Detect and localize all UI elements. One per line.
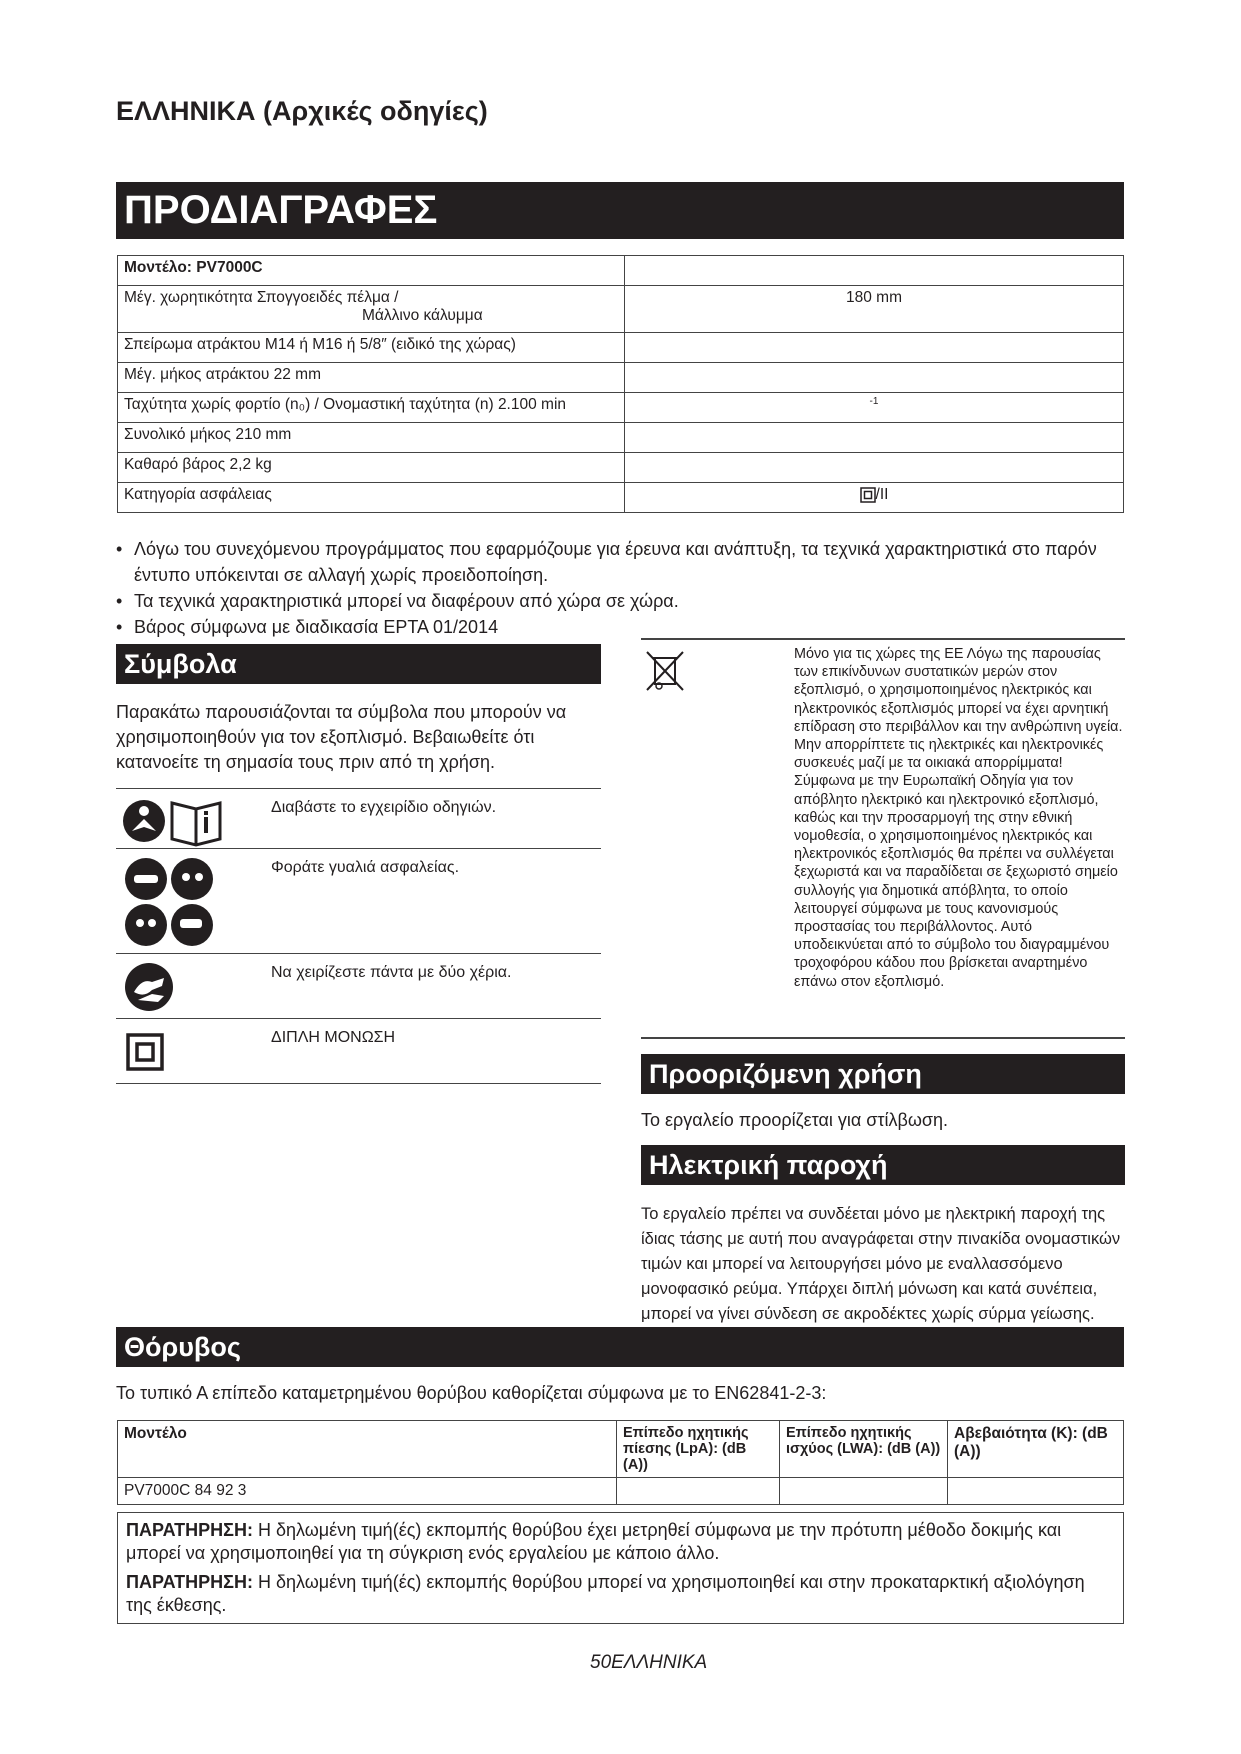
specifications-heading: ΠΡΟΔΙΑΓΡΑΦΕΣ [116, 182, 1124, 239]
symbol-description: ΔΙΠΛΗ ΜΟΝΩΣΗ [271, 1029, 396, 1046]
spec-notes [116, 536, 1126, 640]
spec-label: Καθαρό βάρος 2,2 kg [118, 453, 625, 483]
column-header: Επίπεδο ηχητικής πίεσης (LpA): (dB (A)) [617, 1421, 780, 1478]
divider [641, 638, 1125, 640]
list-item [116, 848, 601, 953]
spec-label: Μέγ. χωρητικότητα Σπογγοειδές πέλμα / Μάλλινο κάλυμμα [118, 286, 625, 333]
symbols-intro: Παρακάτω παρουσιάζονται τα σύμβολα που μπορούν να χρησιμοποιηθούν για τον εξοπλισμό. Βεβαιωθείτε ότι κατανοείτε τη σημασία τους πριν από τη χρήση. [116, 702, 567, 772]
page-footer: 50ΕΛΛΗΝΙΚΑ [590, 1652, 708, 1673]
symbol-description: Διαβάστε το εγχειρίδιο οδηγιών. [271, 799, 497, 816]
column-header: Μοντέλο [118, 1421, 617, 1478]
intended-use-text: Το εργαλείο προορίζεται για στίλβωση. [641, 1110, 949, 1130]
language-title: ΕΛΛΗΝΙΚΑ (Αρχικές οδηγίες) [116, 96, 488, 126]
spec-value: 180 mm [625, 286, 1124, 333]
spec-value [625, 453, 1124, 483]
table-row [118, 333, 1124, 363]
spec-label: Μέγ. μήκος ατράκτου 22 mm [118, 363, 625, 393]
note: ΠΑΡΑΤΗΡΗΣΗ: Η δηλωμένη τιμή(ές) εκπομπής θορύβου έχει μετρηθεί σύμφωνα με την πρότυπη μέθοδο δοκιμής και μπορεί να χρησιμοποιηθεί για τη σύγκριση ενός εργαλείου με κάποιο άλλο. [126, 1520, 1062, 1563]
divider [641, 1037, 1125, 1039]
symbols-heading: Σύμβολα [116, 644, 601, 684]
list-item: • Λόγω του συνεχόμενου προγράμματος που εφαρμόζουμε για έρευνα και ανάπτυξη, τα τεχνικά χαρακτηριστικά στο παρόν έντυπο υπόκεινται σε αλλαγή χωρίς προειδοποίηση. [116, 536, 1126, 588]
spec-value [625, 423, 1124, 453]
double-insulation-icon [860, 487, 876, 503]
noise-table [117, 1420, 1124, 1505]
column-header: Επίπεδο ηχητικής ισχύος (LWA): (dB (A)) [780, 1421, 948, 1478]
model-cell: Μοντέλο: PV7000C [118, 256, 625, 286]
table-row [118, 393, 1124, 423]
double-insulation-icon [126, 1033, 164, 1076]
table-row [118, 286, 1124, 333]
column-header: Αβεβαιότητα (K): (dB (A)) [948, 1421, 1124, 1478]
table-row [118, 256, 1124, 286]
specifications-table [117, 255, 1124, 513]
note: ΠΑΡΑΤΗΡΗΣΗ: Η δηλωμένη τιμή(ές) εκπομπής θορύβου μπορεί να χρησιμοποιηθεί και στην προκαταρκτική αξιολόγηση της έκθεσης. [126, 1572, 1085, 1615]
symbol-description: Φοράτε γυαλιά ασφαλείας. [271, 859, 460, 876]
spec-label: Ταχύτητα χωρίς φορτίο (n₀) / Ονομαστική ταχύτητα (n) 2.100 min [118, 393, 625, 423]
table-row [118, 423, 1124, 453]
spec-value [625, 333, 1124, 363]
list-item: • Βάρος σύμφωνα με διαδικασία EPTA 01/2014 [116, 614, 1126, 640]
table-row [118, 483, 1124, 513]
list-item [116, 953, 601, 1018]
read-manual-icon [122, 795, 232, 852]
symbol-description: Να χειρίζεστε πάντα με δύο χέρια. [271, 964, 512, 981]
safety-class-value: /II [875, 486, 889, 503]
power-supply-text: Το εργαλείο πρέπει να συνδέεται μόνο με ηλεκτρική παροχή της ίδιας τάσης με αυτή που αναγράφεται στην πινακίδα ονομαστικών τιμών και μπορεί να λειτουργήσει μόνο με εναλλασσόμενο μονοφασικό ρεύμα. Υπάρχει διπλή μόνωση και κατά συνέπεια, μπορεί να γίνει σύνδεση σε ακροδέκτες χωρίς σύρμα γείωσης. [641, 1205, 1121, 1323]
safety-glasses-icon [122, 855, 218, 956]
spec-value: -1 [625, 393, 1124, 423]
table-row [118, 363, 1124, 393]
crossed-out-bin-icon [643, 648, 687, 699]
table-row [118, 453, 1124, 483]
intended-use-heading: Προοριζόμενη χρήση [641, 1054, 1125, 1094]
spec-label: Συνολικό μήκος 210 mm [118, 423, 625, 453]
table-header-row [118, 1421, 1124, 1478]
power-supply-heading: Ηλεκτρική παροχή [641, 1145, 1125, 1185]
two-hands-icon [122, 960, 176, 1019]
noise-heading: Θόρυβος [116, 1327, 1124, 1367]
noise-notes [117, 1512, 1124, 1624]
list-item: • Τα τεχνικά χαρακτηριστικά μπορεί να διαφέρουν από χώρα σε χώρα. [116, 588, 1126, 614]
noise-values: PV7000C 84 92 3 [118, 1478, 617, 1505]
spec-label: Κατηγορία ασφάλειας [118, 483, 625, 513]
weee-description: Μόνο για τις χώρες της ΕΕ Λόγω της παρουσίας των επικίνδυνων συστατικών μερών στον εξοπλισμό, ο χρησιμοποιημένος ηλεκτρικός και ηλεκτρονικός εξοπλισμός μπορεί να έχει αρνητική επίδραση στο περιβάλλον και την ανθρώπινη υγεία. Μην απορρίπτετε τις ηλεκτρικές και ηλεκτρονικές συσκευές μαζί με τα οικιακά απορρίμματα! Σύμφωνα με την Ευρωπαϊκή Οδηγία για τον απόβλητο ηλεκτρικό και ηλεκτρονικό εξοπλισμό, καθώς και την προσαρμογή της στην εθνική νομοθεσία, ο χρησιμοποιημένος ηλεκτρικός και ηλεκτρονικός εξοπλισμός θα πρέπει να συλλέγεται ξεχωριστά και να παραδίδεται σε ξεχωριστό σημείο συλλογής για δημοτικά απόβλητα, το οποίο λειτουργεί σύμφωνα με τους κανονισμούς προστασίας του περιβάλλοντος. Αυτό υποδεικνύεται από το σύμβολο του διαγραμμένου τροχοφόρου κάδου που βρίσκεται αναρτημένο επάνω στον εξοπλισμό. [794, 646, 1123, 990]
table-row [118, 1478, 1124, 1505]
list-item [116, 1018, 601, 1084]
symbols-list [116, 788, 601, 1084]
spec-value [625, 363, 1124, 393]
noise-intro: Το τυπικό Α επίπεδο καταμετρημένου θορύβου καθορίζεται σύμφωνα με το EN62841-2-3: [116, 1383, 827, 1403]
list-item [116, 788, 601, 848]
spec-label: Σπείρωμα ατράκτου M14 ή M16 ή 5/8″ (ειδικό της χώρας) [118, 333, 625, 363]
